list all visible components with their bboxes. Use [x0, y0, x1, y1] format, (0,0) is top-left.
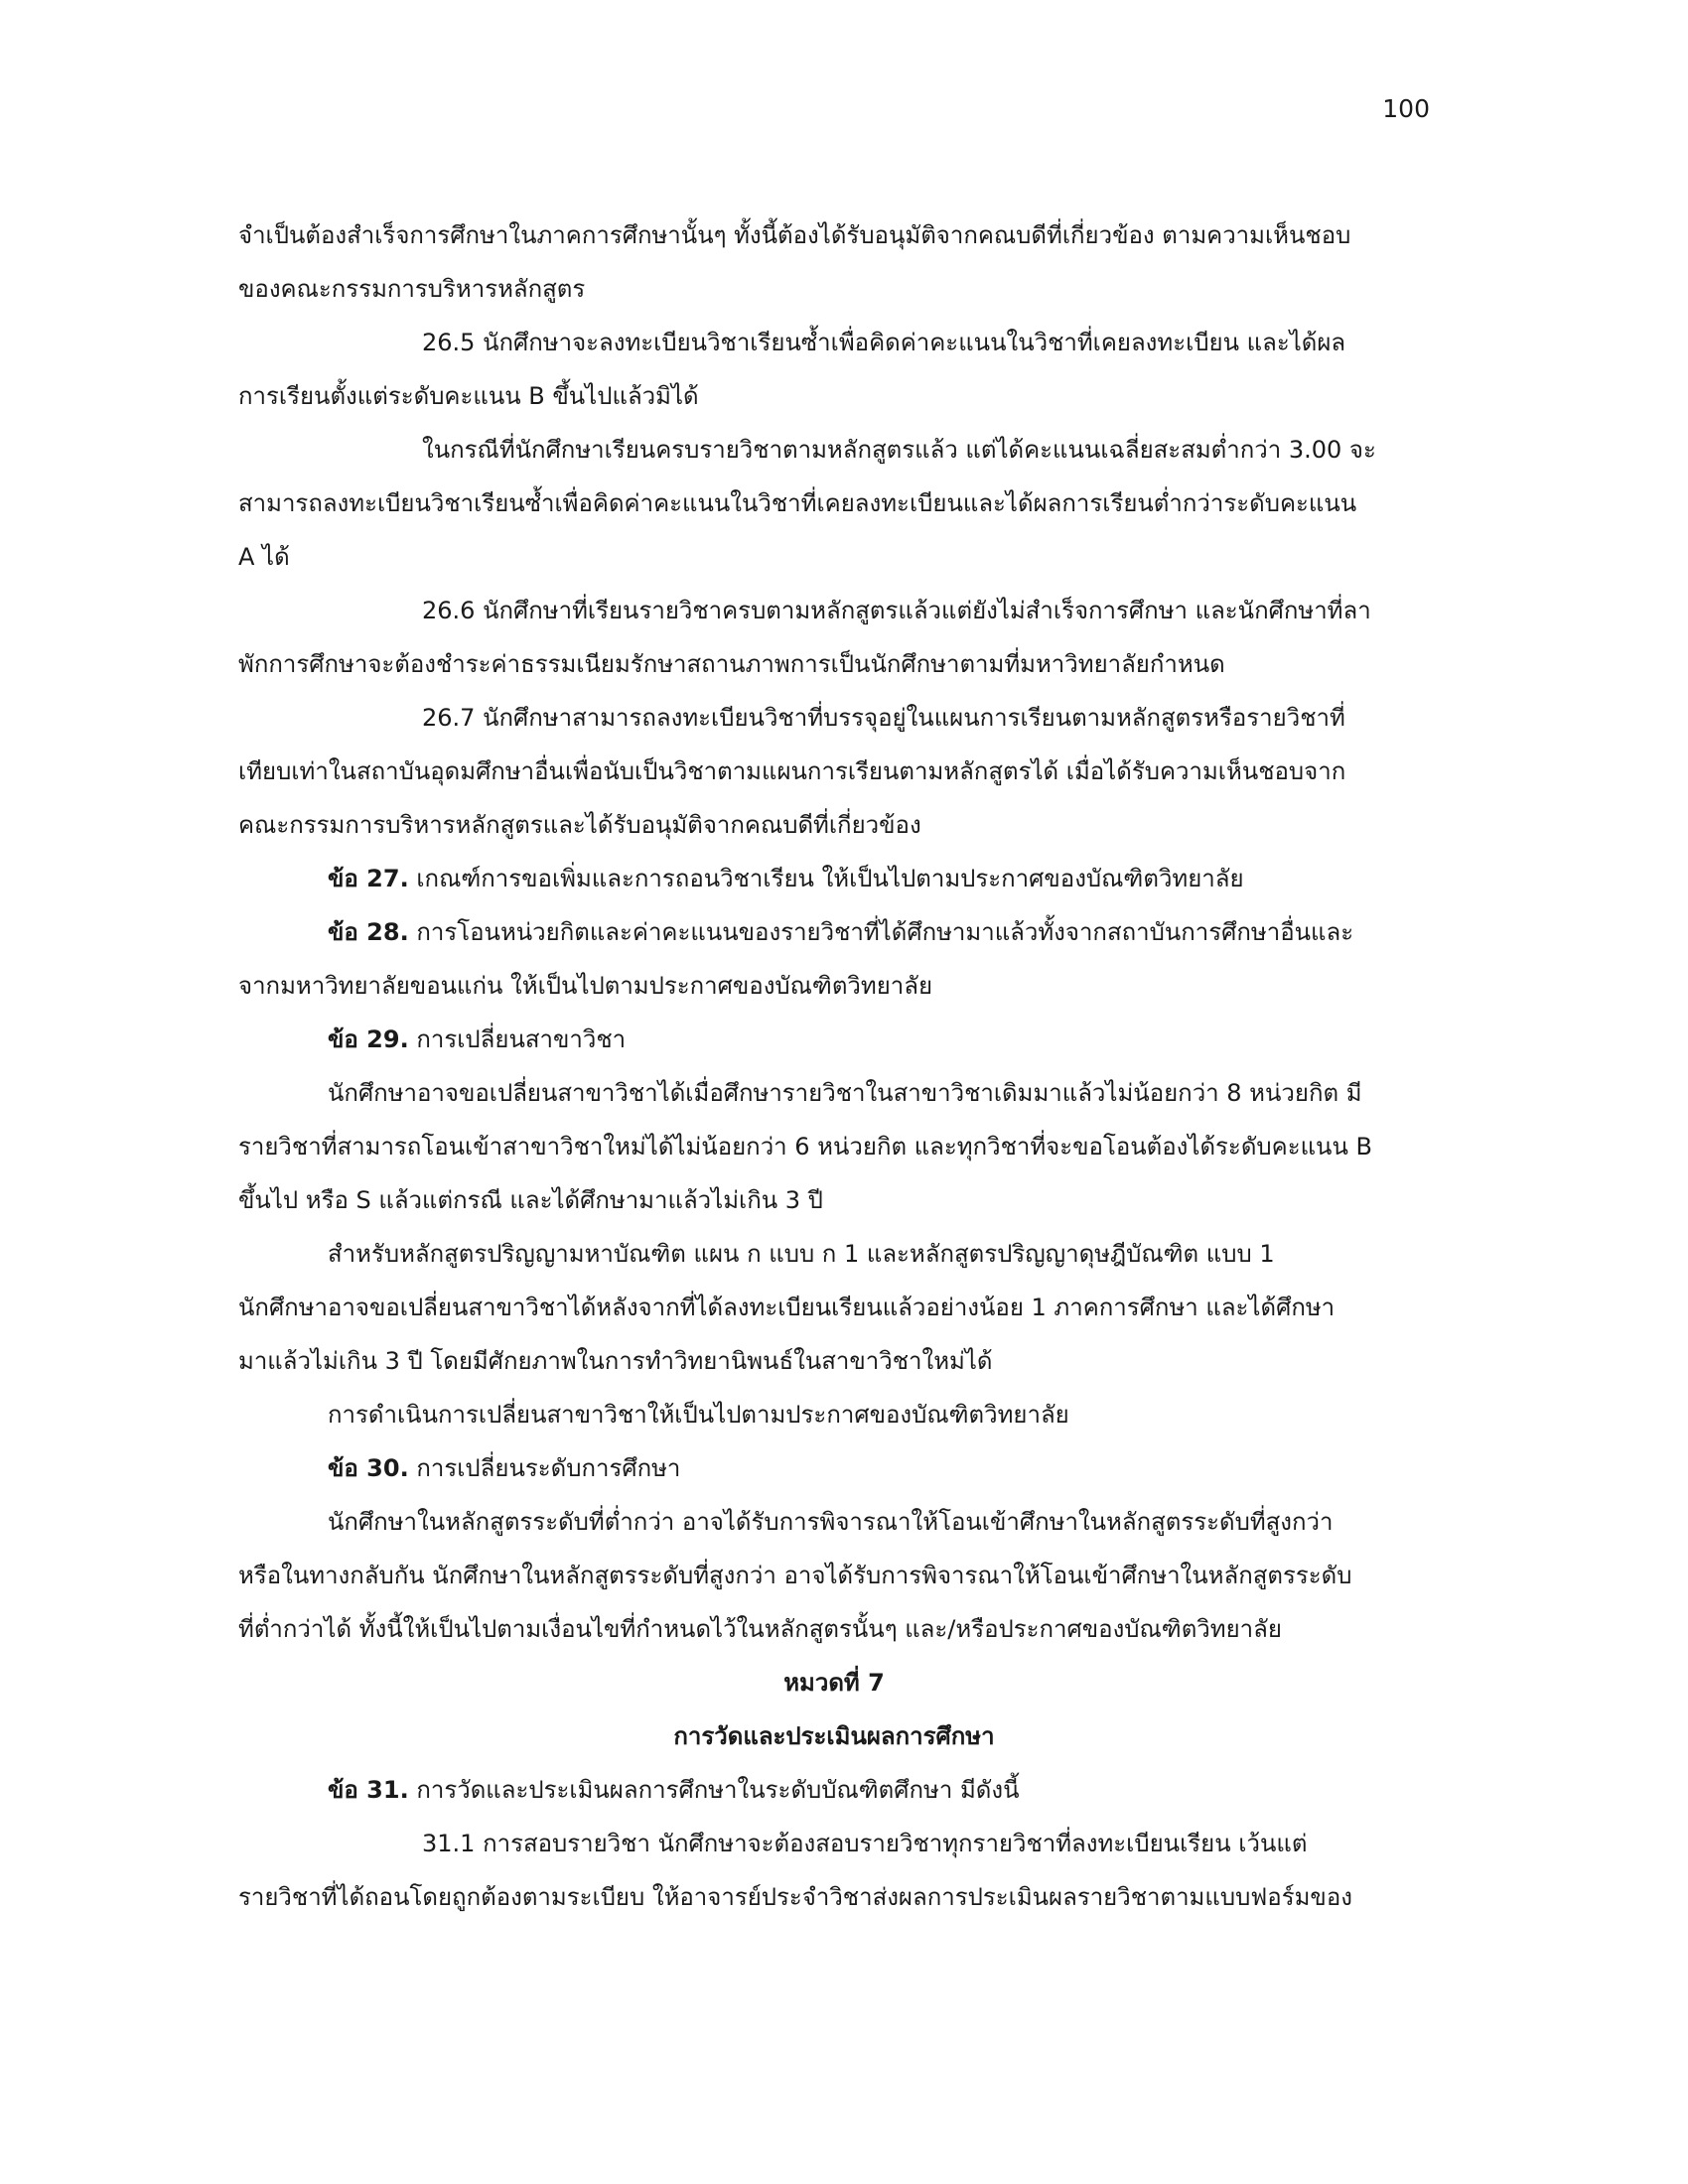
chapter-title-heading: การวัดและประเมินผลการศึกษา [673, 1722, 995, 1750]
clause-26-7: 26.7 นักศึกษาสามารถลงทะเบียนวิชาที่บรรจุอยู่ในแผนการเรียนตามหลักสูตรหรือรายวิชาที่ [422, 704, 1345, 732]
article-number: ข้อ 29. [328, 1025, 409, 1053]
paragraph-line: จากมหาวิทยาลัยขอนแก่น ให้เป็นไปตามประกาศของบัณฑิตวิทยาลัย [238, 972, 933, 1000]
page-number: 100 [1382, 94, 1430, 123]
paragraph-line: สามารถลงทะเบียนวิชาเรียนซ้ำเพื่อคิดค่าคะแนนในวิชาที่เคยลงทะเบียนและได้ผลการเรียนต่ำกว่าระดับคะแนน [238, 489, 1357, 517]
chapter-number-heading: หมวดที่ 7 [783, 1669, 885, 1697]
article-number: ข้อ 30. [328, 1454, 409, 1482]
paragraph-line: เทียบเท่าในสถาบันอุดมศึกษาอื่นเพื่อนับเป็นวิชาตามแผนการเรียนตามหลักสูตรได้ เมื่อได้รับความเห็นชอบจาก [238, 757, 1346, 785]
paragraph-line: รายวิชาที่ได้ถอนโดยถูกต้องตามระเบียบ ให้อาจารย์ประจำวิชาส่งผลการประเมินผลรายวิชาตามแบบฟอร์มของ [238, 1883, 1352, 1911]
paragraph-line: รายวิชาที่สามารถโอนเข้าสาขาวิชาใหม่ได้ไม่น้อยกว่า 6 หน่วยกิต และทุกวิชาที่จะขอโอนต้องได้ระดับคะแนน B [238, 1133, 1372, 1160]
paragraph-line: จำเป็นต้องสำเร็จการศึกษาในภาคการศึกษานั้นๆ ทั้งนี้ต้องได้รับอนุมัติจากคณบดีที่เกี่ยวข้อง ตามความเห็นชอบ [238, 221, 1351, 249]
clause-26-5: 26.5 นักศึกษาจะลงทะเบียนวิชาเรียนซ้ำเพื่อคิดค่าคะแนนในวิชาที่เคยลงทะเบียน และได้ผล [422, 329, 1346, 356]
article-31 [238, 1763, 1430, 1817]
document-body [238, 208, 1430, 1924]
paragraph-line: การดำเนินการเปลี่ยนสาขาวิชาให้เป็นไปตามประกาศของบัณฑิตวิทยาลัย [328, 1401, 1069, 1429]
clause-26-6: 26.6 นักศึกษาที่เรียนรายวิชาครบตามหลักสูตรแล้วแต่ยังไม่สำเร็จการศึกษา และนักศึกษาที่ลา [422, 597, 1371, 624]
paragraph-line: นักศึกษาในหลักสูตรระดับที่ต่ำกว่า อาจได้รับการพิจารณาให้โอนเข้าศึกษาในหลักสูตรระดับที่สูงกว่า [328, 1508, 1334, 1536]
article-number: ข้อ 27. [328, 865, 409, 892]
paragraph-line: มาแล้วไม่เกิน 3 ปี โดยมีศักยภาพในการทำวิทยานิพนธ์ในสาขาวิชาใหม่ได้ [238, 1347, 993, 1375]
article-29 [238, 1013, 1430, 1066]
paragraph-line: นักศึกษาอาจขอเปลี่ยนสาขาวิชาได้หลังจากที่ได้ลงทะเบียนเรียนแล้วอย่างน้อย 1 ภาคการศึกษา และได้ศึกษา [238, 1294, 1336, 1321]
paragraph-line: A ได้ [238, 543, 290, 571]
article-30 [238, 1441, 1430, 1495]
clause-31-1: 31.1 การสอบรายวิชา นักศึกษาจะต้องสอบรายวิชาทุกรายวิชาที่ลงทะเบียนเรียน เว้นแต่ [422, 1830, 1308, 1857]
article-number: ข้อ 28. [328, 918, 409, 946]
article-text: การเปลี่ยนสาขาวิชา [408, 1025, 627, 1053]
paragraph-line: ขึ้นไป หรือ S แล้วแต่กรณี และได้ศึกษามาแล้วไม่เกิน 3 ปี [238, 1186, 823, 1214]
paragraph-line: คณะกรรมการบริหารหลักสูตรและได้รับอนุมัติจากคณบดีที่เกี่ยวข้อง [238, 811, 921, 839]
paragraph-line: ในกรณีที่นักศึกษาเรียนครบรายวิชาตามหลักสูตรแล้ว แต่ได้คะแนนเฉลี่ยสะสมต่ำกว่า 3.00 จะ [422, 436, 1376, 464]
paragraph-line: ของคณะกรรมการบริหารหลักสูตร [238, 275, 586, 303]
article-number: ข้อ 31. [328, 1776, 409, 1804]
paragraph-line: พักการศึกษาจะต้องชำระค่าธรรมเนียมรักษาสถานภาพการเป็นนักศึกษาตามที่มหาวิทยาลัยกำหนด [238, 650, 1225, 678]
article-text: การเปลี่ยนระดับการศึกษา [408, 1454, 681, 1482]
paragraph-line: การเรียนตั้งแต่ระดับคะแนน B ขึ้นไปแล้วมิได้ [238, 382, 699, 410]
article-28 [238, 905, 1430, 959]
paragraph-line: สำหรับหลักสูตรปริญญามหาบัณฑิต แผน ก แบบ ก 1 และหลักสูตรปริญญาดุษฎีบัณฑิต แบบ 1 [328, 1240, 1275, 1268]
article-text: การวัดและประเมินผลการศึกษาในระดับบัณฑิตศึกษา มีดังนี้ [408, 1776, 1020, 1804]
article-27 [238, 852, 1430, 905]
paragraph-line: ที่ต่ำกว่าได้ ทั้งนี้ให้เป็นไปตามเงื่อนไขที่กำหนดไว้ในหลักสูตรนั้นๆ และ/หรือประกาศของบัณฑิตวิทยาลัย [238, 1615, 1282, 1643]
paragraph-line: หรือในทางกลับกัน นักศึกษาในหลักสูตรระดับที่สูงกว่า อาจได้รับการพิจารณาให้โอนเข้าศึกษาในหลักสูตรระดับ [238, 1562, 1352, 1589]
article-text: การโอนหน่วยกิตและค่าคะแนนของรายวิชาที่ได้ศึกษามาแล้วทั้งจากสถาบันการศึกษาอื่นและ [408, 918, 1354, 946]
paragraph-line: นักศึกษาอาจขอเปลี่ยนสาขาวิชาได้เมื่อศึกษารายวิชาในสาขาวิชาเดิมมาแล้วไม่น้อยกว่า 8 หน่วยกิต มี [328, 1079, 1362, 1107]
article-text: เกณฑ์การขอเพิ่มและการถอนวิชาเรียน ให้เป็นไปตามประกาศของบัณฑิตวิทยาลัย [408, 865, 1244, 892]
